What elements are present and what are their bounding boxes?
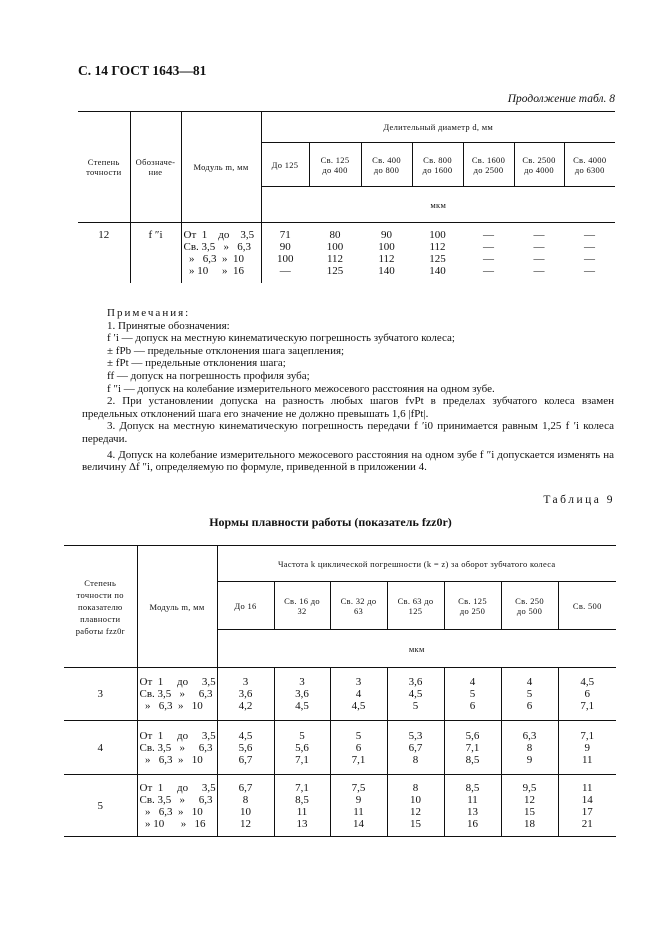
note-4: 4. Допуск на колебание измерительного межосевого расстояния на одном зубе f ″i допускается изменять на величину Δf ″i, определяемую по формуле, приведенной в приложении 4. bbox=[82, 448, 614, 474]
value: 13 bbox=[296, 817, 308, 830]
value: 5,3 bbox=[408, 729, 423, 742]
value: 90 bbox=[381, 229, 392, 241]
value: — bbox=[584, 229, 595, 241]
value-column bbox=[444, 775, 501, 837]
notes-title: Примечания: bbox=[107, 307, 191, 319]
value-column bbox=[274, 668, 330, 721]
value: 5 bbox=[526, 688, 533, 700]
value: 7,5 bbox=[351, 781, 366, 794]
module-range: От 1 до 3,5 bbox=[139, 781, 216, 794]
value: 4,5 bbox=[408, 688, 423, 700]
value: 14 bbox=[581, 793, 593, 806]
notes-block bbox=[82, 307, 614, 474]
value: 5 bbox=[412, 700, 419, 712]
value: — bbox=[533, 253, 545, 265]
value-column bbox=[217, 668, 274, 721]
value: 7,1 bbox=[295, 753, 309, 766]
degree-cell: 3 bbox=[64, 668, 137, 721]
value: 8 bbox=[412, 753, 419, 766]
col-degree-header: Степень точности по показателю плавности работы fzz0r bbox=[64, 546, 137, 668]
value: 80 bbox=[329, 229, 341, 241]
value: — bbox=[533, 241, 545, 253]
table-9 bbox=[64, 545, 616, 837]
value: 5 bbox=[355, 729, 362, 742]
value-column bbox=[217, 775, 274, 837]
freq-col-4: Св. 63 до 125 bbox=[387, 582, 444, 630]
module-range: » 10 » 16 bbox=[183, 265, 244, 277]
value: 6,7 bbox=[238, 781, 253, 794]
unit-label: мкм bbox=[261, 187, 615, 223]
module-range: » 6,3 » 10 bbox=[139, 753, 203, 766]
value-column bbox=[387, 721, 444, 775]
value: 6 bbox=[469, 700, 476, 712]
value-column bbox=[261, 223, 309, 283]
value: 9 bbox=[355, 793, 362, 806]
value: 6 bbox=[526, 700, 533, 712]
value: 9 bbox=[584, 741, 590, 754]
value: — bbox=[483, 229, 494, 241]
value: 8,5 bbox=[295, 793, 309, 806]
value: 17 bbox=[581, 805, 593, 818]
value: 14 bbox=[353, 817, 364, 830]
value: 6 bbox=[355, 741, 362, 754]
value: 3 bbox=[355, 676, 362, 688]
value-column bbox=[444, 668, 501, 721]
value: 11 bbox=[296, 805, 308, 818]
value: 100 bbox=[429, 229, 446, 241]
value: 7,1 bbox=[465, 741, 480, 754]
value: 6,7 bbox=[408, 741, 423, 754]
value: 3,6 bbox=[295, 688, 309, 700]
value: 6,3 bbox=[522, 729, 537, 742]
note-definition: f ′i — допуск на местную кинематическую погрешность зубчатого колеса; bbox=[107, 332, 455, 345]
value: 11 bbox=[581, 781, 593, 794]
module-cell bbox=[137, 668, 217, 721]
value-column bbox=[361, 223, 412, 283]
diameter-col-2: Св. 125 до 400 bbox=[309, 143, 361, 187]
value: 8 bbox=[242, 793, 249, 806]
value: 4,5 bbox=[295, 700, 309, 712]
value: 12 bbox=[524, 793, 535, 806]
module-range: » 10 » 16 bbox=[139, 817, 206, 830]
page-header: С. 14 ГОСТ 1643—81 bbox=[78, 63, 207, 78]
value: 8,5 bbox=[465, 781, 480, 794]
module-range: Св. 3,5 » 6,3 bbox=[139, 793, 213, 806]
freq-col-6: Св. 250 до 500 bbox=[501, 582, 558, 630]
value: 11 bbox=[467, 793, 478, 806]
value: 12 bbox=[240, 817, 251, 830]
value: 8 bbox=[526, 741, 533, 754]
value-column bbox=[330, 721, 387, 775]
value-column bbox=[274, 775, 330, 837]
degree-cell: 12 bbox=[78, 223, 130, 283]
value: 9 bbox=[526, 753, 533, 766]
table-9-label: Таблица 9 bbox=[543, 494, 615, 506]
value: 90 bbox=[279, 241, 291, 253]
diameter-col-5: Св. 1600 до 2500 bbox=[463, 143, 514, 187]
value-column bbox=[558, 721, 616, 775]
value-column bbox=[558, 668, 616, 721]
value-column bbox=[564, 223, 615, 283]
value: 6,7 bbox=[238, 753, 253, 766]
value: — bbox=[483, 253, 494, 265]
value: 112 bbox=[326, 253, 344, 265]
value: 21 bbox=[581, 817, 593, 830]
value-column bbox=[463, 223, 514, 283]
value-column bbox=[444, 721, 501, 775]
note-definition: ff — допуск на погрешность профиля зуба; bbox=[107, 369, 310, 382]
value: 4,5 bbox=[238, 729, 253, 742]
freq-col-7: Св. 500 bbox=[558, 582, 616, 630]
value: 7,1 bbox=[580, 700, 595, 712]
note-2: 2. При установлении допуска на разность любых шагов fvPt в пределах зубчатого колеса взамен предельных отклонений шага его значение не должно превышать 1,6 |fPt|. bbox=[82, 395, 614, 420]
freq-col-5: Св. 125 до 250 bbox=[444, 582, 501, 630]
value: 140 bbox=[429, 265, 446, 277]
degree-cell: 4 bbox=[64, 721, 137, 775]
value: 5 bbox=[299, 729, 305, 742]
value: 4 bbox=[469, 676, 476, 688]
module-range: От 1 до 3,5 bbox=[139, 676, 216, 688]
value: 125 bbox=[429, 253, 446, 265]
value: 140 bbox=[378, 265, 395, 277]
value: 8,5 bbox=[465, 753, 480, 766]
unit-label: мкм bbox=[217, 630, 616, 668]
value: 112 bbox=[378, 253, 395, 265]
note-3: 3. Допуск на местную кинематическую погрешность передачи f ′i0 принимается равным 1,25 f ′i колеса передачи. bbox=[82, 420, 614, 445]
col-module-header: Модуль m, мм bbox=[137, 546, 217, 668]
frequency-group-header: Частота k циклической погрешности (k = z) за оборот зубчатого колеса bbox=[217, 546, 616, 582]
value: 100 bbox=[326, 241, 344, 253]
table-continuation-label: Продолжение табл. 8 bbox=[507, 93, 615, 105]
module-range: От 1 до 3,5 bbox=[139, 729, 216, 742]
note-definition: ± fPt — предельные отклонения шага; bbox=[107, 357, 286, 370]
note-1: 1. Принятые обозначения: bbox=[107, 319, 230, 332]
col-module-header: Модуль m, мм bbox=[181, 112, 261, 223]
value: 4 bbox=[355, 688, 362, 700]
degree-cell: 5 bbox=[64, 775, 137, 837]
table-8 bbox=[78, 111, 615, 283]
value: 4 bbox=[526, 676, 533, 688]
value: 15 bbox=[410, 817, 421, 830]
value: 8 bbox=[412, 781, 419, 794]
value: 6 bbox=[584, 688, 590, 700]
value: — bbox=[584, 265, 595, 277]
module-range: » 6,3 » 10 bbox=[183, 253, 244, 265]
module-cell bbox=[181, 223, 261, 283]
freq-col-1: До 16 bbox=[217, 582, 274, 630]
value: — bbox=[483, 265, 494, 277]
value-column bbox=[217, 721, 274, 775]
value: 10 bbox=[240, 805, 251, 818]
value: 4,2 bbox=[238, 700, 253, 712]
value-column bbox=[387, 668, 444, 721]
diameter-group-header: Делительный диаметр d, мм bbox=[261, 112, 615, 143]
value: — bbox=[584, 253, 595, 265]
diameter-col-4: Св. 800 до 1600 bbox=[412, 143, 463, 187]
value: 7,1 bbox=[351, 753, 366, 766]
value: 10 bbox=[410, 793, 421, 806]
value: 7,1 bbox=[295, 781, 309, 794]
value-column bbox=[558, 775, 616, 837]
value: 100 bbox=[378, 241, 395, 253]
value: 5,6 bbox=[295, 741, 309, 754]
module-range: От 1 до 3,5 bbox=[183, 229, 255, 241]
value: — bbox=[533, 229, 545, 241]
value: 13 bbox=[467, 805, 478, 818]
value: 5,6 bbox=[238, 741, 253, 754]
value-column bbox=[309, 223, 361, 283]
value: 3 bbox=[299, 676, 305, 688]
value: — bbox=[279, 265, 291, 277]
diameter-col-3: Св. 400 до 800 bbox=[361, 143, 412, 187]
value: 112 bbox=[429, 241, 446, 253]
value-column bbox=[330, 668, 387, 721]
value: — bbox=[483, 241, 494, 253]
module-range: Св. 3,5 » 6,3 bbox=[139, 741, 213, 754]
value: — bbox=[584, 241, 595, 253]
module-range: Св. 3,5 » 6,3 bbox=[139, 688, 213, 700]
value: 3 bbox=[242, 676, 249, 688]
diameter-col-1: До 125 bbox=[261, 143, 309, 187]
value: 7,1 bbox=[580, 729, 595, 742]
designation-cell: f ″i bbox=[130, 223, 181, 283]
value: 16 bbox=[467, 817, 478, 830]
value: — bbox=[533, 265, 545, 277]
value: 15 bbox=[524, 805, 535, 818]
module-cell bbox=[137, 775, 217, 837]
value: 5 bbox=[469, 688, 476, 700]
diameter-col-7: Св. 4000 до 6300 bbox=[564, 143, 615, 187]
value-column bbox=[514, 223, 564, 283]
value: 125 bbox=[326, 265, 344, 277]
value-column bbox=[501, 775, 558, 837]
freq-col-3: Св. 32 до 63 bbox=[330, 582, 387, 630]
value: 4,5 bbox=[580, 676, 595, 688]
value: 11 bbox=[353, 805, 364, 818]
value-column bbox=[274, 721, 330, 775]
value-column bbox=[387, 775, 444, 837]
diameter-col-6: Св. 2500 до 4000 bbox=[514, 143, 564, 187]
value: 5,6 bbox=[465, 729, 480, 742]
freq-col-2: Св. 16 до 32 bbox=[274, 582, 330, 630]
value: 3,6 bbox=[238, 688, 253, 700]
note-definition: f ″i — допуск на колебание измерительного межосевого расстояния на одном зубе. bbox=[107, 382, 495, 395]
col-designation-header: Обозначе-ние bbox=[130, 112, 181, 223]
module-range: Св. 3,5 » 6,3 bbox=[183, 241, 252, 253]
module-range: » 6,3 » 10 bbox=[139, 805, 203, 818]
module-cell bbox=[137, 721, 217, 775]
col-degree-header: Степень точности bbox=[78, 112, 130, 223]
value-column bbox=[501, 721, 558, 775]
value-column bbox=[412, 223, 463, 283]
value: 4,5 bbox=[351, 700, 366, 712]
module-range: » 6,3 » 10 bbox=[139, 700, 203, 712]
value: 71 bbox=[279, 229, 291, 241]
value: 18 bbox=[524, 817, 535, 830]
value: 12 bbox=[410, 805, 421, 818]
value-column bbox=[330, 775, 387, 837]
value-column bbox=[501, 668, 558, 721]
value: 11 bbox=[581, 753, 593, 766]
value: 9,5 bbox=[522, 781, 537, 794]
note-definition: ± fPb — предельные отклонения шага зацепления; bbox=[107, 344, 345, 357]
value: 3,6 bbox=[408, 676, 423, 688]
value: 100 bbox=[277, 253, 294, 265]
table-9-title: Нормы плавности работы (показатель fzz0r) bbox=[209, 515, 452, 529]
